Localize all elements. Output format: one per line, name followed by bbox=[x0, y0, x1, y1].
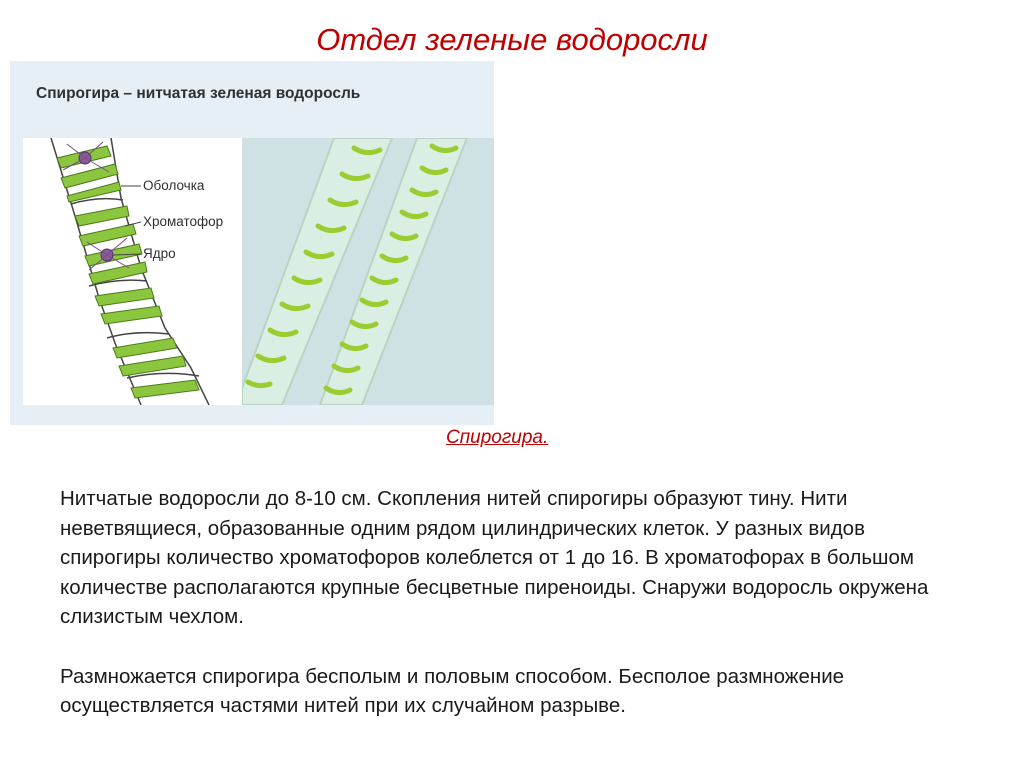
label-nucleus: Ядро bbox=[143, 246, 176, 261]
spirogyra-figure bbox=[10, 61, 494, 425]
filament-diagram-drawing bbox=[23, 138, 243, 405]
paragraph-description: Нитчатые водоросли до 8-10 см. Скопления нитей спирогиры образуют тину. Нити неветвящиеся, образованные одним рядом цилиндрических клеток. У разных видов спирогиры количество хроматофоров колеблется от 1 до 16. В хроматофорах в большом количестве располагаются крупные бесцветные пиреноиды. Снаружи водоросль окружена слизистым чехлом. bbox=[60, 487, 929, 628]
figure-caption: Спирогира – нитчатая зеленая водоросль bbox=[36, 85, 361, 102]
slide-title: Отдел зеленые водоросли bbox=[316, 22, 708, 57]
spirogyra-diagram bbox=[23, 138, 243, 405]
micrograph-drawing bbox=[242, 138, 494, 405]
micrograph-photo bbox=[242, 138, 494, 405]
label-chromatophore: Хроматофор bbox=[143, 214, 224, 229]
paragraph-reproduction: Размножается спирогира бесполым и половым способом. Бесполое размножение осуществляется частями нитей при их случайном разрыве. bbox=[60, 664, 845, 717]
subtitle: Спирогира. bbox=[446, 427, 549, 448]
body-text bbox=[60, 484, 960, 721]
label-wall: Оболочка bbox=[143, 178, 205, 193]
